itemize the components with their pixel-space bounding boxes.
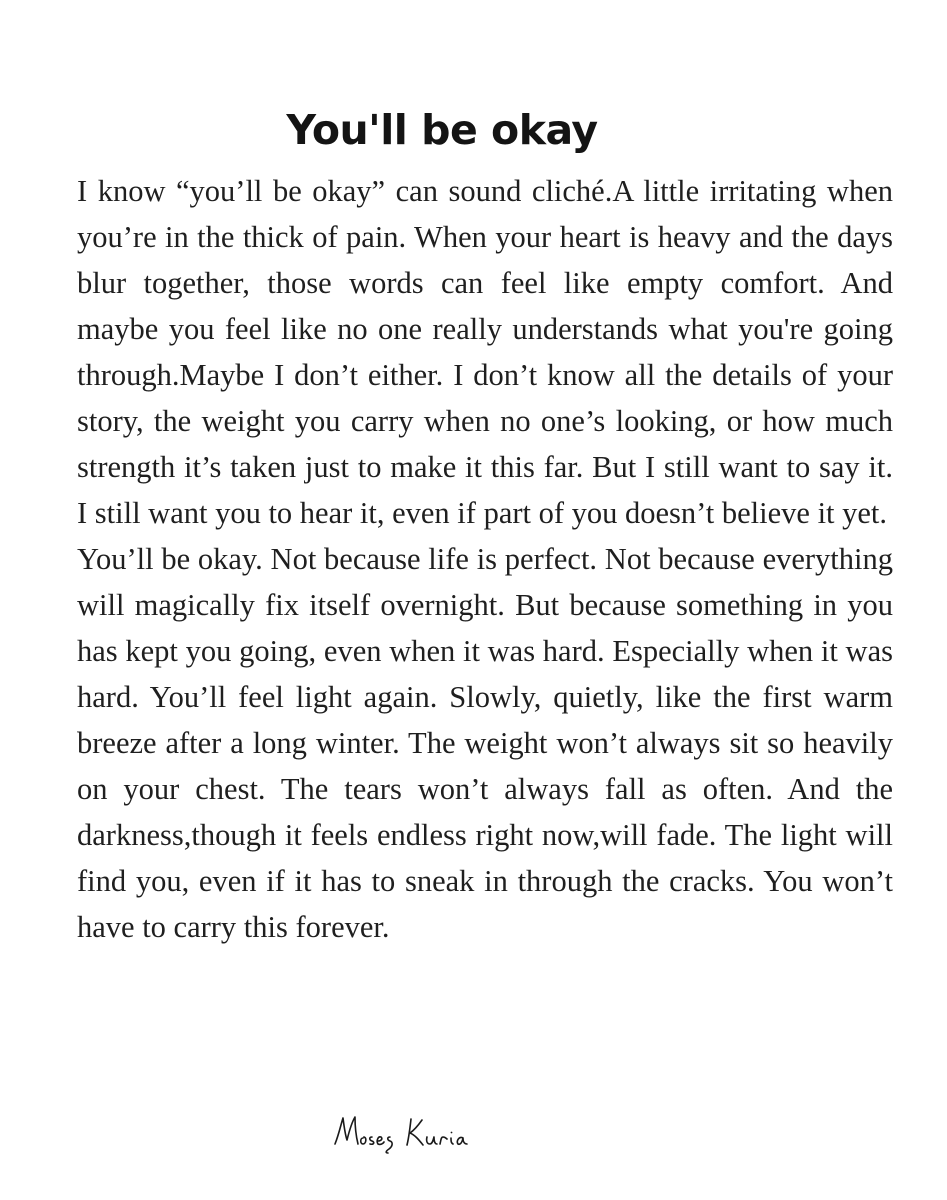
page-title: You'll be okay	[286, 106, 598, 154]
body-text	[77, 168, 893, 950]
signature-graphic	[331, 1110, 491, 1154]
paragraph-2: You’ll be okay. Not because life is perfect. Not because everything will magically fix itself overnight. But because something in you has kept you going, even when it was hard. Especially when it was hard. You’ll feel light again. Slowly, quietly, like the first warm breeze after a long winter. The weight won’t always sit so heavily on your chest. The tears won’t always fall as often. And the darkness,though it feels endless right now,will fade. The light will find you, even if it has to sneak in through the cracks. You won’t have to carry this forever.	[77, 542, 893, 944]
paragraph-1: I know “you’ll be okay” can sound cliché.A little irritating when you’re in the thick of pain. When your heart is heavy and the days blur together, those words can feel like empty comfort. And maybe you feel like no one really understands what you're going through.Maybe I don’t either. I don’t know all the details of your story, the weight you carry when no one’s looking, or how much strength it’s taken just to make it this far. But I still want to say it. I still want you to hear it, even if part of you doesn’t believe it yet.	[77, 174, 893, 530]
author-signature	[331, 1110, 491, 1154]
